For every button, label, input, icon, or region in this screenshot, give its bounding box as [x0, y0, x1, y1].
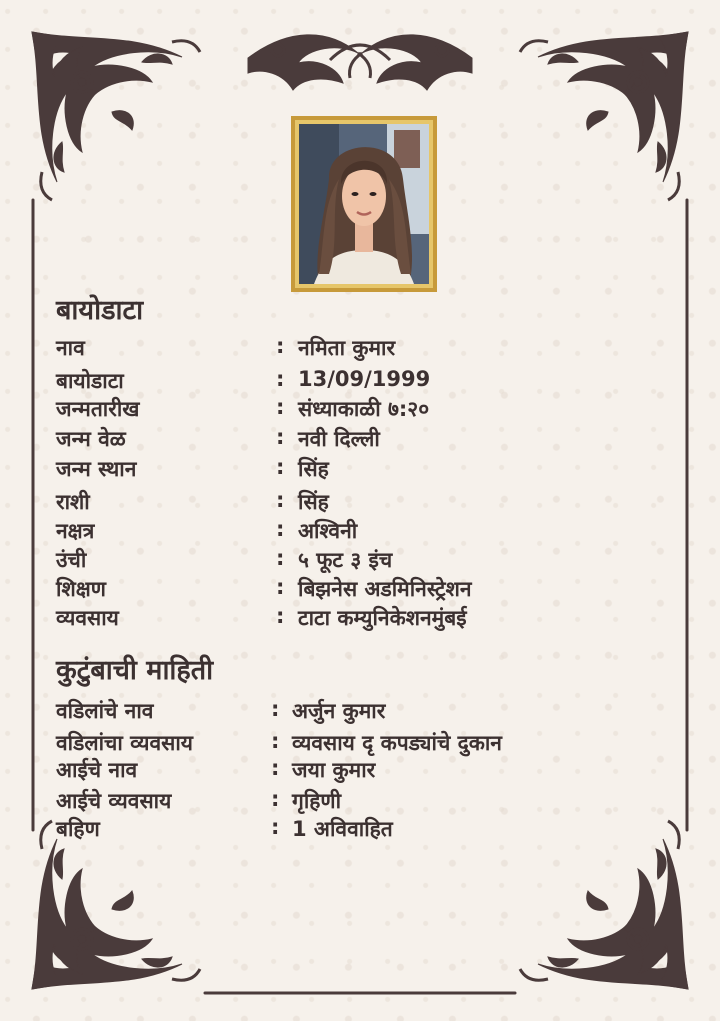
biodata-title: बायोडाटा: [56, 295, 144, 326]
row-label: शिक्षण: [56, 577, 106, 601]
floral-corner-icon: [520, 821, 688, 989]
row-separator: :: [276, 488, 285, 512]
row-label: नाव: [56, 336, 85, 360]
row-value: 1 अविवाहित: [292, 817, 393, 841]
row-label: बायोडाटा: [56, 369, 124, 393]
row-value: ५ फूट ३ इंच: [298, 548, 393, 572]
row-label: आईचे नाव: [56, 758, 138, 782]
row-label: बहिण: [56, 817, 100, 841]
row-separator: :: [276, 604, 285, 628]
row-label: उंची: [56, 548, 87, 572]
row-label: व्यवसाय: [56, 606, 119, 630]
row-label: जन्म वेळ: [56, 427, 126, 451]
row-label: नक्षत्र: [56, 519, 95, 543]
row-label: जन्मतारीख: [56, 397, 140, 421]
floral-corner-icon: [32, 32, 200, 200]
row-value: जया कुमार: [292, 758, 376, 782]
row-value: टाटा कम्युनिकेशनमुंबई: [298, 606, 467, 630]
row-label: वडिलांचा व्यवसाय: [56, 731, 193, 755]
row-separator: :: [271, 787, 280, 811]
row-separator: :: [276, 455, 285, 479]
row-separator: :: [276, 575, 285, 599]
row-separator: :: [271, 697, 280, 721]
floral-corner-icon: [520, 32, 688, 200]
row-label: आईचे व्यवसाय: [56, 789, 172, 813]
row-separator: :: [271, 815, 280, 839]
row-label: जन्म स्थान: [56, 457, 137, 481]
row-separator: :: [271, 729, 280, 753]
row-separator: :: [276, 425, 285, 449]
row-value: संध्याकाळी ७:२०: [298, 397, 430, 421]
row-value: व्यवसाय दृ कपड्यांचे दुकान: [292, 731, 502, 755]
row-value: अश्विनी: [298, 519, 358, 543]
row-separator: :: [271, 756, 280, 780]
row-separator: :: [276, 334, 285, 358]
row-value: बिझनेस अडमिनिस्ट्रेशन: [298, 577, 472, 601]
row-label: वडिलांचे नाव: [56, 699, 154, 723]
row-value: सिंह: [298, 490, 329, 514]
row-separator: :: [276, 395, 285, 419]
family-title: कुटुंबाची माहिती: [56, 655, 214, 686]
row-separator: :: [276, 517, 285, 541]
row-value: गृहिणी: [292, 789, 342, 813]
row-value: सिंह: [298, 457, 329, 481]
row-value: 13/09/1999: [298, 367, 431, 391]
row-value: नवी दिल्ली: [298, 427, 380, 451]
portrait-photo: [299, 124, 429, 284]
profile-photo: [291, 116, 437, 292]
row-value: अर्जुन कुमार: [292, 699, 386, 723]
floral-corner-icon: [32, 821, 200, 989]
row-separator: :: [276, 546, 285, 570]
row-label: राशी: [56, 490, 90, 514]
row-separator: :: [276, 367, 285, 391]
row-value: नमिता कुमार: [298, 336, 396, 360]
